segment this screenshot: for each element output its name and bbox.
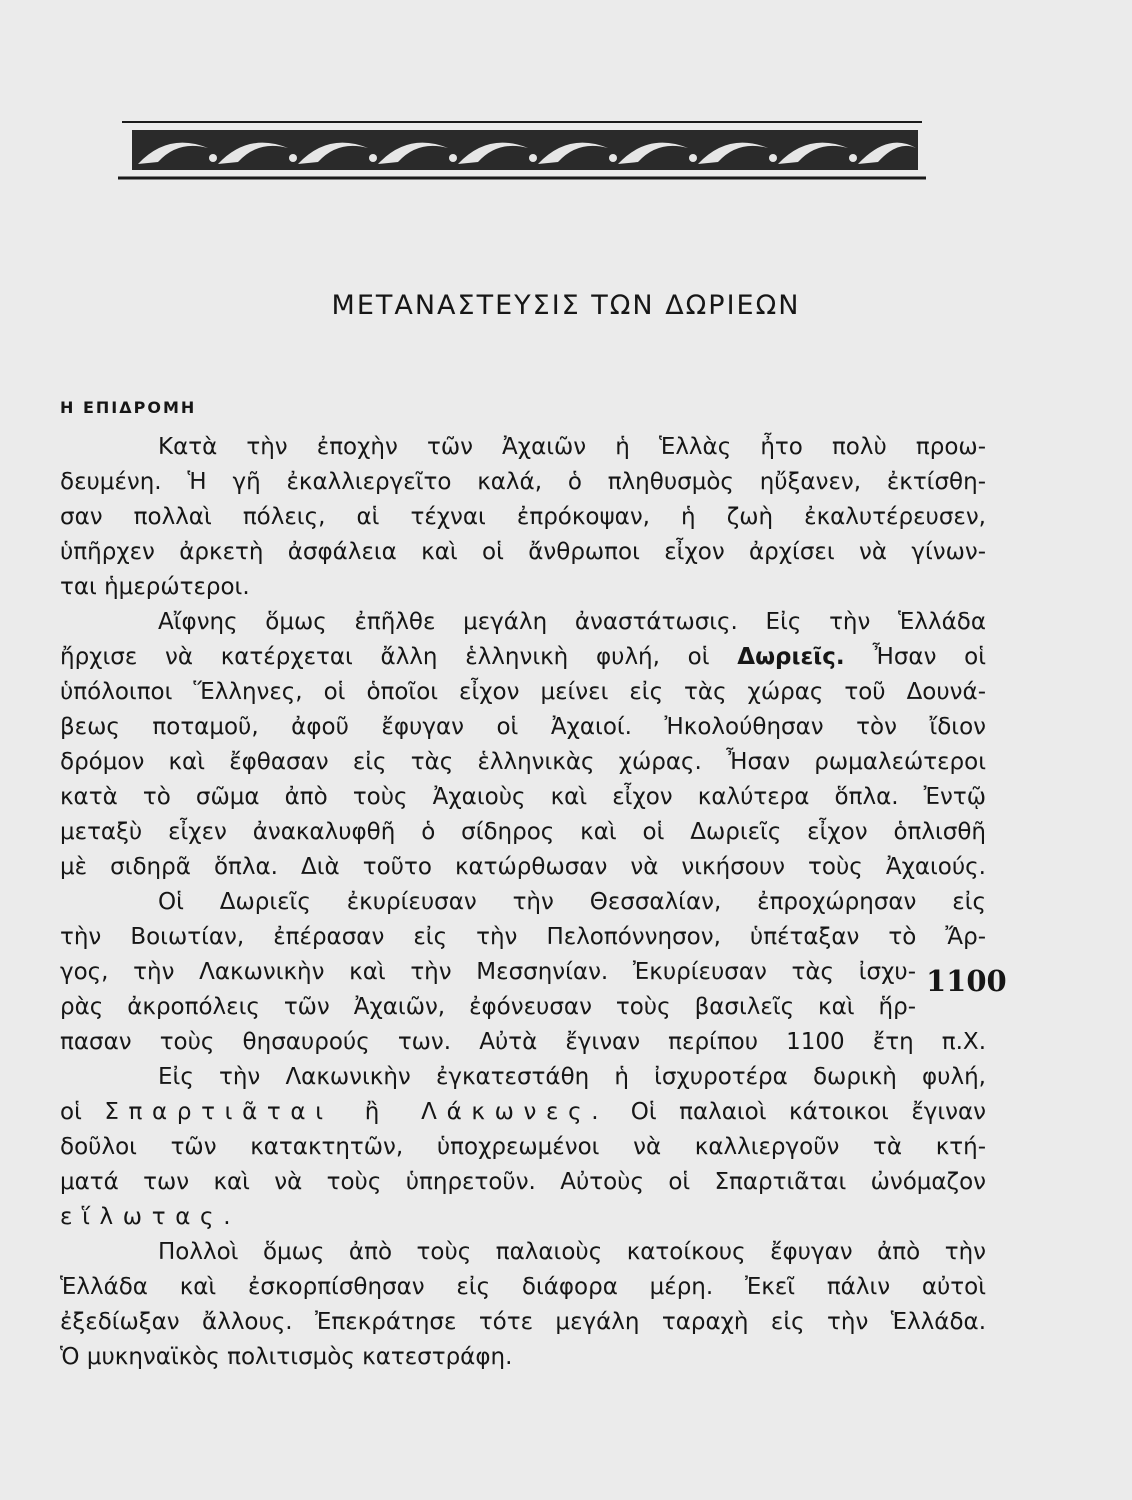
text-segment: ἤρχισε νὰ κατέρχεται ἄλλη ἑλληνικὴ φυλή, οἱ: [60, 644, 710, 670]
text-line: ρὰς ἀκροπόλεις τῶν Ἀχαιῶν, ἐφόνευσαν τοὺς βασιλεῖς καὶ ἥρ-: [60, 994, 916, 1020]
text-line: πασαν τοὺς θησαυρούς των. Αὐτὰ ἔγιναν περίπου 1100 ἔτη π.Χ.: [60, 1029, 986, 1055]
spaced-term-spartans: Σπαρτιᾶται ἢ Λάκωνες.: [104, 1099, 609, 1125]
text-line: ὑπῆρχεν ἀρκετὴ ἀσφάλεια καὶ οἱ ἄνθρωποι εἶχον ἀρχίσει νὰ γίνων-: [60, 539, 986, 565]
text-line: ὑπόλοιποι Ἕλληνες, οἱ ὁποῖοι εἶχον μείνει εἰς τὰς χώρας τοῦ Δουνά-: [60, 679, 986, 705]
text-line: ται ἡμερώτεροι.: [60, 574, 250, 600]
text-line: Οἱ Δωριεῖς ἐκυρίευσαν τὴν Θεσσαλίαν, ἐπροχώρησαν εἰς: [158, 889, 986, 915]
emphasized-term-dorians: Δωριεῖς.: [737, 644, 845, 670]
section-heading: Η ΕΠΙΔΡΟΜΗ: [60, 398, 197, 417]
text-line: [60, 1095, 986, 1129]
text-line: Ἑλλάδα καὶ ἐσκορπίσθησαν εἰς διάφορα μέρη. Ἐκεῖ πάλιν αὐτοὶ: [60, 1274, 986, 1300]
text-line: [60, 1200, 986, 1234]
text-line: δευμένη. Ἡ γῆ ἐκαλλιεργεῖτο καλά, ὁ πληθυσμὸς ηὔξανεν, ἐκτίσθη-: [60, 469, 986, 495]
text-line: κατὰ τὸ σῶμα ἀπὸ τοὺς Ἀχαιοὺς καὶ εἶχον καλύτερα ὅπλα. Ἐντῷ: [60, 784, 986, 810]
ornamental-header-band: [118, 118, 926, 184]
page-title: ΜΕΤΑΝΑΣΤΕΥΣΙΣ ΤΩΝ ΔΩΡΙΕΩΝ: [331, 290, 801, 321]
text-line: Εἰς τὴν Λακωνικὴν ἐγκατεστάθη ἡ ἰσχυροτέρα δωρικὴ φυλή,: [158, 1064, 986, 1090]
text-line: σαν πολλαὶ πόλεις, αἱ τέχναι ἐπρόκοψαν, ἡ ζωὴ ἐκαλυτέρευσεν,: [60, 504, 986, 530]
text-line: ἐξεδίωξαν ἄλλους. Ἐπεκράτησε τότε μεγάλη ταραχὴ εἰς τὴν Ἑλλάδα.: [60, 1309, 986, 1335]
text-line: τὴν Βοιωτίαν, ἐπέρασαν εἰς τὴν Πελοπόννησον, ὑπέταξαν τὸ Ἄρ-: [60, 924, 986, 950]
text-line: Ὁ μυκηναϊκὸς πολιτισμὸς κατεστράφη.: [60, 1344, 513, 1370]
margin-date-note: 1100: [926, 964, 1007, 998]
text-line: μεταξὺ εἶχεν ἀνακαλυφθῆ ὁ σίδηρος καὶ οἱ Δωριεῖς εἶχον ὁπλισθῆ: [60, 819, 986, 845]
text-segment: Οἱ παλαιοὶ κάτοικοι ἔγιναν: [630, 1099, 986, 1125]
text-line: δοῦλοι τῶν κατακτητῶν, ὑποχρεωμένοι νὰ καλλιεργοῦν τὰ κτή-: [60, 1134, 986, 1160]
text-line: Κατὰ τὴν ἐποχὴν τῶν Ἀχαιῶν ἡ Ἑλλὰς ἦτο πολὺ προω-: [158, 434, 986, 460]
text-segment: οἱ: [60, 1099, 82, 1125]
text-line: δρόμον καὶ ἔφθασαν εἰς τὰς ἑλληνικὰς χώρας. Ἦσαν ρωμαλεώτεροι: [60, 749, 986, 775]
text-line: μὲ σιδηρᾶ ὅπλα. Διὰ τοῦτο κατώρθωσαν νὰ νικήσουν τοὺς Ἀχαιούς.: [60, 854, 986, 880]
text-line: Αἴφνης ὅμως ἐπῆλθε μεγάλη ἀναστάτωσις. Εἰς τὴν Ἑλλάδα: [158, 609, 986, 635]
text-segment: Ἦσαν οἱ: [872, 644, 987, 670]
text-line: [60, 640, 986, 674]
text-line: Πολλοὶ ὅμως ἀπὸ τοὺς παλαιοὺς κατοίκους ἔφυγαν ἀπὸ τὴν: [158, 1239, 986, 1265]
text-line: βεως ποταμοῦ, ἀφοῦ ἔφυγαν οἱ Ἀχαιοί. Ἠκολούθησαν τὸν ἴδιον: [60, 714, 986, 740]
spaced-term-helots: εἵλωτας.: [60, 1204, 241, 1230]
text-line: ματά των καὶ νὰ τοὺς ὑπηρετοῦν. Αὐτοὺς οἱ Σπαρτιᾶται ὠνόμαζον: [60, 1169, 986, 1195]
text-line: γος, τὴν Λακωνικὴν καὶ τὴν Μεσσηνίαν. Ἐκυρίευσαν τὰς ἰσχυ-: [60, 959, 916, 985]
